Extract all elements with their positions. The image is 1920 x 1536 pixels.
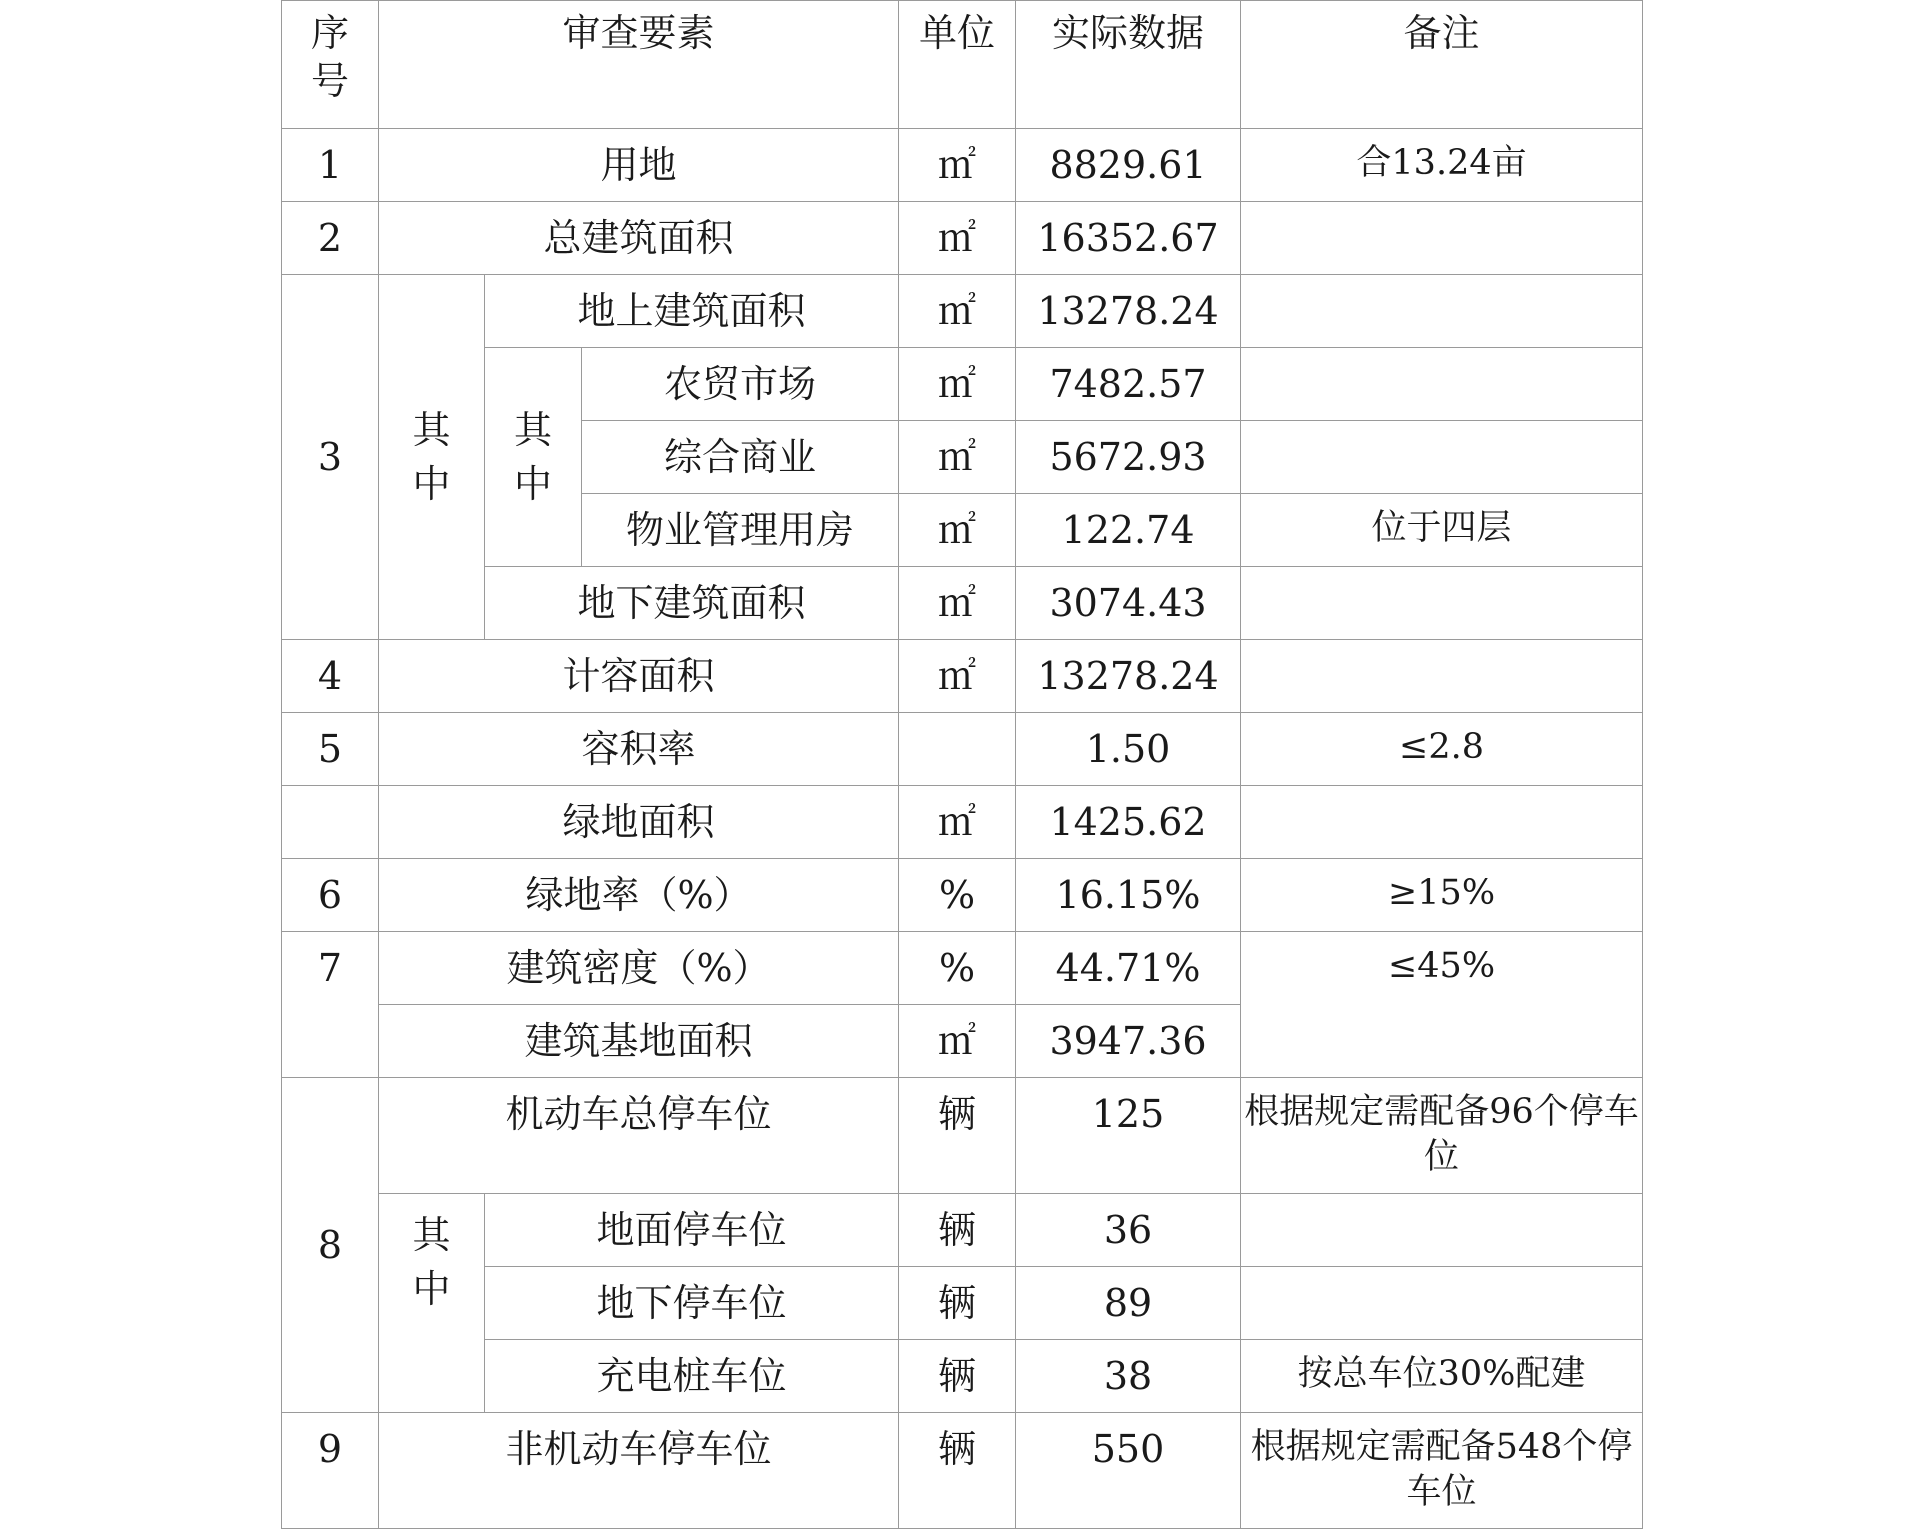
row-note: 按总车位30%配建 bbox=[1241, 1340, 1643, 1413]
row-value: 1425.62 bbox=[1016, 786, 1241, 859]
header-row bbox=[282, 1, 1643, 129]
row-unit: 辆 bbox=[899, 1267, 1016, 1340]
row-item: 容积率 bbox=[379, 713, 899, 786]
row-note: 合13.24亩 bbox=[1241, 129, 1643, 202]
row-unit: ㎡ bbox=[899, 494, 1016, 567]
row-value: 7482.57 bbox=[1016, 348, 1241, 421]
row-value: 38 bbox=[1016, 1340, 1241, 1413]
header-seq: 序 号 bbox=[282, 1, 379, 129]
row-unit: ㎡ bbox=[899, 640, 1016, 713]
row-value: 1.50 bbox=[1016, 713, 1241, 786]
row-item: 计容面积 bbox=[379, 640, 899, 713]
row-unit bbox=[899, 713, 1016, 786]
row-note: 位于四层 bbox=[1241, 494, 1643, 567]
row-value: 125 bbox=[1016, 1078, 1241, 1194]
row-seq: 7 bbox=[282, 932, 379, 1078]
row-seq: 8 bbox=[282, 1078, 379, 1413]
row-item: 综合商业 bbox=[582, 421, 899, 494]
row-item: 绿地率（%） bbox=[379, 859, 899, 932]
row-unit: 辆 bbox=[899, 1340, 1016, 1413]
row-seq: 6 bbox=[282, 859, 379, 932]
row-item: 充电桩车位 bbox=[485, 1340, 899, 1413]
row-note: ≤45% bbox=[1241, 932, 1643, 1078]
table-row bbox=[282, 1267, 1643, 1340]
row-unit: ㎡ bbox=[899, 421, 1016, 494]
table-row bbox=[282, 275, 1643, 348]
row-value: 44.71% bbox=[1016, 932, 1241, 1005]
row-item: 总建筑面积 bbox=[379, 202, 899, 275]
group-label: 其 中 bbox=[379, 1194, 485, 1413]
row-unit: % bbox=[899, 859, 1016, 932]
row-item: 非机动车停车位 bbox=[379, 1413, 899, 1529]
row-unit: ㎡ bbox=[899, 202, 1016, 275]
row-note: 根据规定需配备548个停车位 bbox=[1241, 1413, 1643, 1529]
row-seq: 9 bbox=[282, 1413, 379, 1529]
row-item: 建筑基地面积 bbox=[379, 1005, 899, 1078]
row-note bbox=[1241, 640, 1643, 713]
row-value: 89 bbox=[1016, 1267, 1241, 1340]
row-value: 8829.61 bbox=[1016, 129, 1241, 202]
review-table bbox=[281, 0, 1643, 1529]
row-item: 地下建筑面积 bbox=[485, 567, 899, 640]
row-note bbox=[1241, 275, 1643, 348]
table-row bbox=[282, 567, 1643, 640]
table-row bbox=[282, 1413, 1643, 1529]
row-seq: 2 bbox=[282, 202, 379, 275]
review-sheet bbox=[281, 0, 1642, 1529]
row-note bbox=[1241, 1267, 1643, 1340]
row-note bbox=[1241, 786, 1643, 859]
row-note bbox=[1241, 567, 1643, 640]
row-item: 地面停车位 bbox=[485, 1194, 899, 1267]
row-note: ≤2.8 bbox=[1241, 713, 1643, 786]
row-item: 地上建筑面积 bbox=[485, 275, 899, 348]
row-note: 根据规定需配备96个停车位 bbox=[1241, 1078, 1643, 1194]
table-row bbox=[282, 348, 1643, 421]
row-seq: 5 bbox=[282, 713, 379, 786]
row-unit: 辆 bbox=[899, 1078, 1016, 1194]
table-row bbox=[282, 786, 1643, 859]
subgroup-label: 其 中 bbox=[485, 348, 582, 567]
row-note: ≥15% bbox=[1241, 859, 1643, 932]
row-seq bbox=[282, 786, 379, 859]
row-item: 地下停车位 bbox=[485, 1267, 899, 1340]
row-seq: 4 bbox=[282, 640, 379, 713]
row-item: 建筑密度（%） bbox=[379, 932, 899, 1005]
table-row bbox=[282, 1078, 1643, 1194]
row-value: 16.15% bbox=[1016, 859, 1241, 932]
row-unit: ㎡ bbox=[899, 786, 1016, 859]
table-row bbox=[282, 859, 1643, 932]
row-item: 机动车总停车位 bbox=[379, 1078, 899, 1194]
row-value: 3947.36 bbox=[1016, 1005, 1241, 1078]
row-seq: 3 bbox=[282, 275, 379, 640]
table-row bbox=[282, 129, 1643, 202]
table-row bbox=[282, 1194, 1643, 1267]
table-row bbox=[282, 932, 1643, 1005]
row-value: 36 bbox=[1016, 1194, 1241, 1267]
row-item: 物业管理用房 bbox=[582, 494, 899, 567]
table-row bbox=[282, 1340, 1643, 1413]
row-value: 16352.67 bbox=[1016, 202, 1241, 275]
row-item: 用地 bbox=[379, 129, 899, 202]
group-label: 其 中 bbox=[379, 275, 485, 640]
header-value: 实际数据 bbox=[1016, 1, 1241, 129]
row-unit: ㎡ bbox=[899, 348, 1016, 421]
row-value: 122.74 bbox=[1016, 494, 1241, 567]
table-row bbox=[282, 202, 1643, 275]
table-row bbox=[282, 640, 1643, 713]
row-value: 13278.24 bbox=[1016, 275, 1241, 348]
row-unit: ㎡ bbox=[899, 275, 1016, 348]
row-item: 农贸市场 bbox=[582, 348, 899, 421]
row-note bbox=[1241, 348, 1643, 421]
row-seq: 1 bbox=[282, 129, 379, 202]
row-note bbox=[1241, 421, 1643, 494]
row-unit: ㎡ bbox=[899, 567, 1016, 640]
header-unit: 单位 bbox=[899, 1, 1016, 129]
row-value: 3074.43 bbox=[1016, 567, 1241, 640]
row-value: 550 bbox=[1016, 1413, 1241, 1529]
row-item: 绿地面积 bbox=[379, 786, 899, 859]
row-unit: ㎡ bbox=[899, 1005, 1016, 1078]
row-note bbox=[1241, 1194, 1643, 1267]
row-unit: 辆 bbox=[899, 1413, 1016, 1529]
row-unit: % bbox=[899, 932, 1016, 1005]
header-note: 备注 bbox=[1241, 1, 1643, 129]
header-item: 审查要素 bbox=[379, 1, 899, 129]
table-row bbox=[282, 713, 1643, 786]
row-value: 13278.24 bbox=[1016, 640, 1241, 713]
row-value: 5672.93 bbox=[1016, 421, 1241, 494]
row-unit: 辆 bbox=[899, 1194, 1016, 1267]
row-note bbox=[1241, 202, 1643, 275]
row-unit: ㎡ bbox=[899, 129, 1016, 202]
